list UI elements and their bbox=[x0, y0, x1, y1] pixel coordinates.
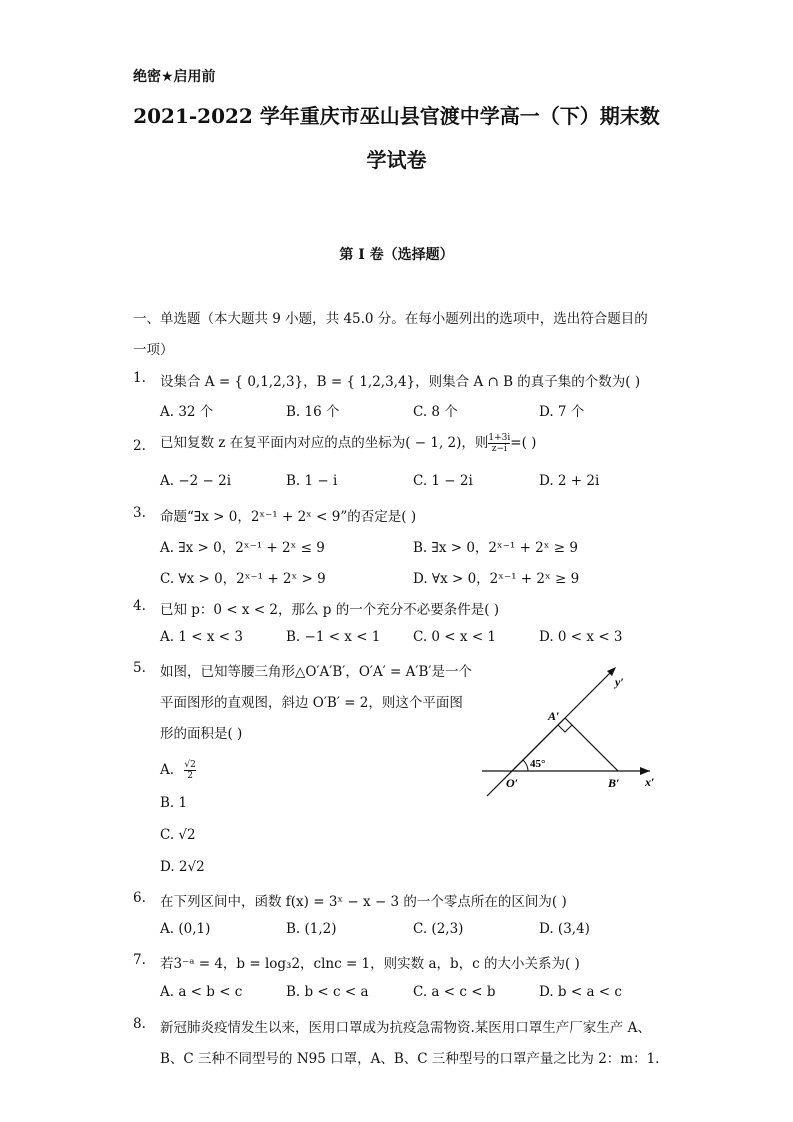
option-b: B. −1 < x < 1 bbox=[286, 629, 381, 645]
fraction bbox=[184, 760, 195, 781]
option-b: B. 1 − i bbox=[286, 473, 338, 489]
option-d: D. b < a < c bbox=[539, 984, 622, 1000]
option-a-prefix: A. bbox=[160, 762, 175, 778]
question-text: 已知 p：0 < x < 2，那么 p 的一个充分不必要条件是( ) bbox=[160, 602, 500, 618]
question-number: 2. bbox=[133, 438, 146, 454]
option-a: A. ∃x > 0，2ˣ⁻¹ + 2ˣ ≤ 9 bbox=[160, 540, 325, 556]
point-o-label: O′ bbox=[506, 776, 519, 790]
angle-label: 45° bbox=[530, 758, 546, 770]
option-c: C. a < c < b bbox=[413, 984, 496, 1000]
question-text-line2: B、C 三种不同型号的 N95 口罩，A、B、C 三种型号的口罩产量之比为 2：m：1. bbox=[160, 1051, 660, 1067]
fraction-denominator: 2 bbox=[184, 770, 195, 781]
secret-label: 绝密★启用前 bbox=[133, 69, 216, 85]
angle-arc bbox=[523, 760, 528, 771]
exam-title-line1: 2021-2022 学年重庆市巫山县官渡中学高一（下）期末数 bbox=[133, 104, 660, 128]
fraction-numerator: √2 bbox=[184, 760, 196, 770]
option-c: C. (2,3) bbox=[413, 921, 464, 937]
fraction-denominator: z−i bbox=[488, 443, 510, 454]
option-a: A. −2 − 2i bbox=[160, 473, 232, 489]
point-b-label: B′ bbox=[608, 776, 620, 790]
option-d: D. 2√2 bbox=[160, 859, 205, 875]
option-c: C. 0 < x < 1 bbox=[413, 629, 497, 645]
question-number: 3. bbox=[133, 505, 146, 521]
fraction-numerator: 1+3i bbox=[488, 433, 511, 443]
option-b: B. ∃x > 0，2ˣ⁻¹ + 2ˣ ≥ 9 bbox=[413, 540, 578, 556]
question-text-line1: 新冠肺炎疫情发生以来，医用口罩成为抗疫急需物资.某医用口罩生产厂家生产 A、 bbox=[160, 1020, 651, 1036]
option-a bbox=[160, 760, 196, 781]
point-a-label: A′ bbox=[548, 709, 560, 723]
segment-ab bbox=[565, 718, 618, 771]
option-a: A. a < b < c bbox=[160, 984, 243, 1000]
x-axis-arrow bbox=[640, 767, 650, 775]
option-c: C. 1 − 2i bbox=[413, 473, 473, 489]
option-a: A. (0,1) bbox=[160, 921, 211, 937]
option-d: D. ∀x > 0，2ˣ⁻¹ + 2ˣ ≥ 9 bbox=[413, 571, 580, 587]
question-text-after: =( ) bbox=[510, 435, 537, 451]
y-axis-label: y′ bbox=[615, 675, 624, 689]
option-c: C. ∀x > 0，2ˣ⁻¹ + 2ˣ > 9 bbox=[160, 571, 326, 587]
question-text-before: 已知复数 z 在复平面内对应的点的坐标为( − 1, 2)，则 bbox=[160, 435, 489, 451]
question-number: 5. bbox=[133, 660, 146, 676]
option-b: B. 1 bbox=[160, 795, 188, 811]
question-text: 命题“∃x > 0，2ˣ⁻¹ + 2ˣ < 9”的否定是( ) bbox=[160, 509, 417, 525]
question-text-line1: 如图，已知等腰三角形△O′A′B′，O′A′ = A′B′是一个 bbox=[160, 664, 472, 680]
question-number: 1. bbox=[133, 370, 146, 386]
question-text bbox=[160, 431, 536, 454]
question-text-line2: 平面图形的直观图，斜边 O′B′ = 2，则这个平面图 bbox=[160, 695, 463, 711]
question-text-line3: 形的面积是( ) bbox=[160, 726, 243, 742]
option-d: D. 2 + 2i bbox=[539, 473, 600, 489]
question-number: 8. bbox=[133, 1016, 146, 1032]
x-axis-label: x′ bbox=[645, 775, 655, 789]
section-heading-line2: 一项） bbox=[133, 342, 174, 358]
option-d: D. (3,4) bbox=[539, 921, 590, 937]
section-heading-line1: 一、单选题（本大题共 9 小题，共 45.0 分。在每小题列出的选项中，选出符合题目的 bbox=[133, 311, 648, 327]
fraction bbox=[488, 433, 510, 454]
option-c: C. 8 个 bbox=[413, 404, 458, 420]
option-d: D. 0 < x < 3 bbox=[539, 629, 623, 645]
exam-title-line2: 学试卷 bbox=[366, 148, 427, 172]
oblique-projection-figure bbox=[470, 655, 670, 805]
option-c: C. √2 bbox=[160, 827, 196, 843]
question-number: 6. bbox=[133, 890, 146, 906]
question-text: 若3⁻ᵃ = 4，b = log₃2，clnc = 1，则实数 a，b，c 的大小关系为( ) bbox=[160, 956, 580, 972]
question-text: 在下列区间中，函数 f(x) = 3ˣ − x − 3 的一个零点所在的区间为( ) bbox=[160, 894, 567, 910]
option-a: A. 32 个 bbox=[160, 404, 214, 420]
question-number: 7. bbox=[133, 952, 146, 968]
option-b: B. 16 个 bbox=[286, 404, 340, 420]
option-b: B. b < c < a bbox=[286, 984, 369, 1000]
option-a: A. 1 < x < 3 bbox=[160, 629, 243, 645]
part-title: 第 I 卷（选择题） bbox=[339, 247, 454, 263]
right-angle-mark bbox=[558, 725, 572, 732]
option-b: B. (1,2) bbox=[286, 921, 337, 937]
question-number: 4. bbox=[133, 598, 146, 614]
question-text: 设集合 A = { 0,1,2,3}，B = { 1,2,3,4}，则集合 A ∩ B 的真子集的个数为( ) bbox=[160, 374, 641, 390]
option-d: D. 7 个 bbox=[539, 404, 585, 420]
